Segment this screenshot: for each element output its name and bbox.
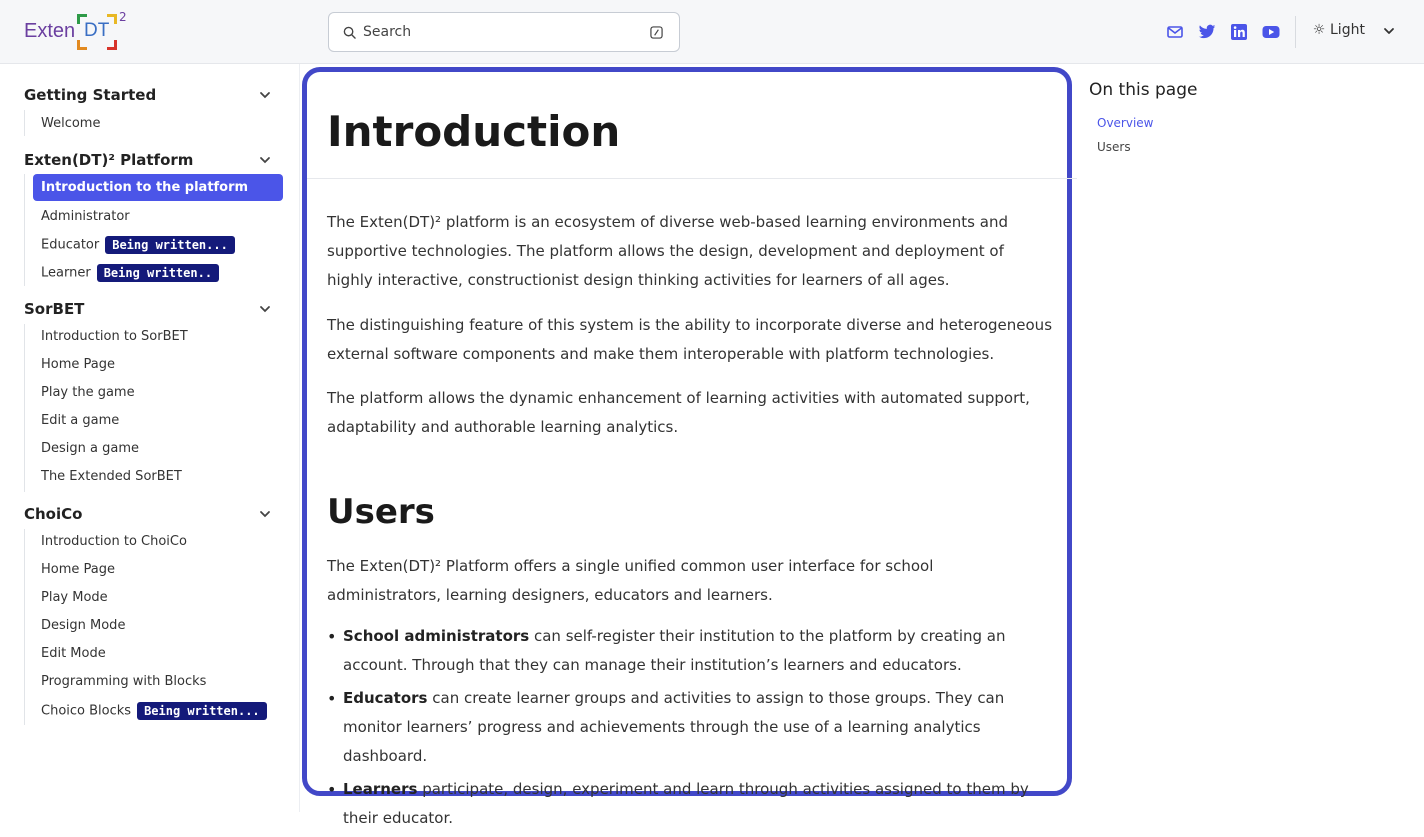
- theme-toggle[interactable]: [1312, 22, 1365, 42]
- paragraph: The Exten(DT)² Platform offers a single unified common user interface for school administrators, learning designers, educators and learners.: [327, 557, 934, 604]
- paragraph: The platform allows the dynamic enhancement of learning activities with automated support, adaptability and authorable learning analytics.: [327, 389, 1030, 436]
- search-placeholder: Search: [363, 24, 412, 40]
- sidebar-item-introduction-to-sorbet[interactable]: Introduction to SorBET: [41, 329, 188, 344]
- sidebar-item-home-page[interactable]: Home Page: [41, 357, 115, 372]
- status-badge: Being written..: [97, 264, 219, 282]
- sidebar-section-choico[interactable]: ChoiCo: [24, 505, 83, 523]
- sidebar-item-welcome[interactable]: Welcome: [41, 116, 101, 131]
- sidebar-item-choico-blocks[interactable]: [41, 702, 267, 720]
- sidebar-item-home-page[interactable]: Home Page: [41, 562, 115, 577]
- sidebar-section-sorbet[interactable]: SorBET: [24, 300, 85, 318]
- list-item-text: can self-register their institution to the platform by creating an account. Through that they can manage their institution’s learners and educators.: [343, 627, 1006, 674]
- sidebar-section-getting-started[interactable]: Getting Started: [24, 86, 157, 104]
- linkedin-icon[interactable]: [1230, 23, 1248, 41]
- logo-superscript: 2: [119, 10, 127, 24]
- sidebar-item-design-mode[interactable]: Design Mode: [41, 618, 126, 633]
- youtube-icon[interactable]: [1262, 23, 1280, 41]
- keyboard-shortcut-icon: [650, 26, 663, 39]
- chevron-down-icon[interactable]: [258, 88, 272, 102]
- page-title: Introduction: [327, 107, 621, 156]
- chevron-down-icon[interactable]: [258, 302, 272, 316]
- list-item-bold: School administrators: [343, 627, 530, 645]
- sidebar-item-play-the-game[interactable]: Play the game: [41, 385, 135, 400]
- list-item-bold: Educators: [343, 689, 428, 707]
- main-content: [302, 67, 1072, 827]
- logo-text: Exten: [24, 20, 76, 42]
- sidebar-item-edit-a-game[interactable]: Edit a game: [41, 413, 120, 428]
- title-divider: [307, 178, 1077, 179]
- logo-dt-mark: [77, 14, 117, 50]
- search-icon: [343, 26, 356, 39]
- list-item-text: participate, design, experiment and learn through activities assigned to them by their educator.: [343, 780, 1029, 827]
- users-list: [327, 622, 1052, 837]
- twitter-icon[interactable]: [1198, 23, 1216, 41]
- toc-title: On this page: [1089, 80, 1198, 100]
- sidebar-item-label: Learner: [41, 265, 91, 281]
- sidebar-item-introduction-to-the-platform[interactable]: Introduction to the platform: [33, 174, 283, 201]
- section-heading-users: Users: [327, 492, 435, 532]
- chevron-down-icon[interactable]: [258, 153, 272, 167]
- sidebar-item-label: Educator: [41, 237, 100, 253]
- list-item-bold: Learners: [343, 780, 418, 798]
- list-item: [327, 622, 1052, 680]
- paragraph: The distinguishing feature of this system is the ability to incorporate diverse and heterogeneous external software components and make them interoperable with platform technologies.: [327, 316, 1053, 363]
- theme-label: Light: [1330, 22, 1365, 38]
- paragraph: The Exten(DT)² platform is an ecosystem of diverse web-based learning environments and supportive technologies. The platform allows the design, development and deployment of highly interactive, constructionist design thinking activities for learners of all ages.: [327, 213, 1008, 289]
- status-badge: Being written...: [105, 236, 235, 254]
- sidebar-nav: [0, 64, 300, 812]
- sidebar-item-label: Choico Blocks: [41, 703, 132, 719]
- toc-item-users[interactable]: Users: [1097, 140, 1131, 154]
- chevron-down-icon[interactable]: [1382, 24, 1396, 38]
- status-badge: Being written...: [137, 702, 267, 720]
- sidebar-item-administrator[interactable]: Administrator: [41, 209, 130, 224]
- toc-item-overview[interactable]: Overview: [1097, 116, 1154, 130]
- header-divider: [1295, 16, 1296, 48]
- sidebar-item-educator[interactable]: [41, 236, 235, 254]
- sidebar-section-platform[interactable]: Exten(DT)² Platform: [24, 151, 194, 169]
- list-item-text: can create learner groups and activities to assign to those groups. They can monitor learners’ progress and achievements through the use of a learning analytics dashboard.: [343, 689, 1005, 765]
- search-box[interactable]: [328, 12, 680, 52]
- sidebar-item-learner[interactable]: [41, 264, 219, 282]
- sun-icon: ☼: [1312, 22, 1326, 38]
- site-logo[interactable]: [24, 12, 134, 52]
- sidebar-item-edit-mode[interactable]: Edit Mode: [41, 646, 106, 661]
- sidebar-item-introduction-to-choico[interactable]: Introduction to ChoiCo: [41, 534, 187, 549]
- list-item: [327, 684, 1052, 771]
- logo-dt-text: DT: [84, 20, 110, 41]
- sidebar-item-play-mode[interactable]: Play Mode: [41, 590, 108, 605]
- sidebar-item-design-a-game[interactable]: Design a game: [41, 441, 139, 456]
- list-item: [327, 775, 1052, 833]
- sidebar-item-extended-sorbet[interactable]: The Extended SorBET: [41, 469, 182, 484]
- chevron-down-icon[interactable]: [258, 507, 272, 521]
- top-navbar: [0, 0, 1424, 64]
- mail-icon[interactable]: [1166, 23, 1184, 41]
- sidebar-item-programming-with-blocks[interactable]: Programming with Blocks: [41, 674, 207, 689]
